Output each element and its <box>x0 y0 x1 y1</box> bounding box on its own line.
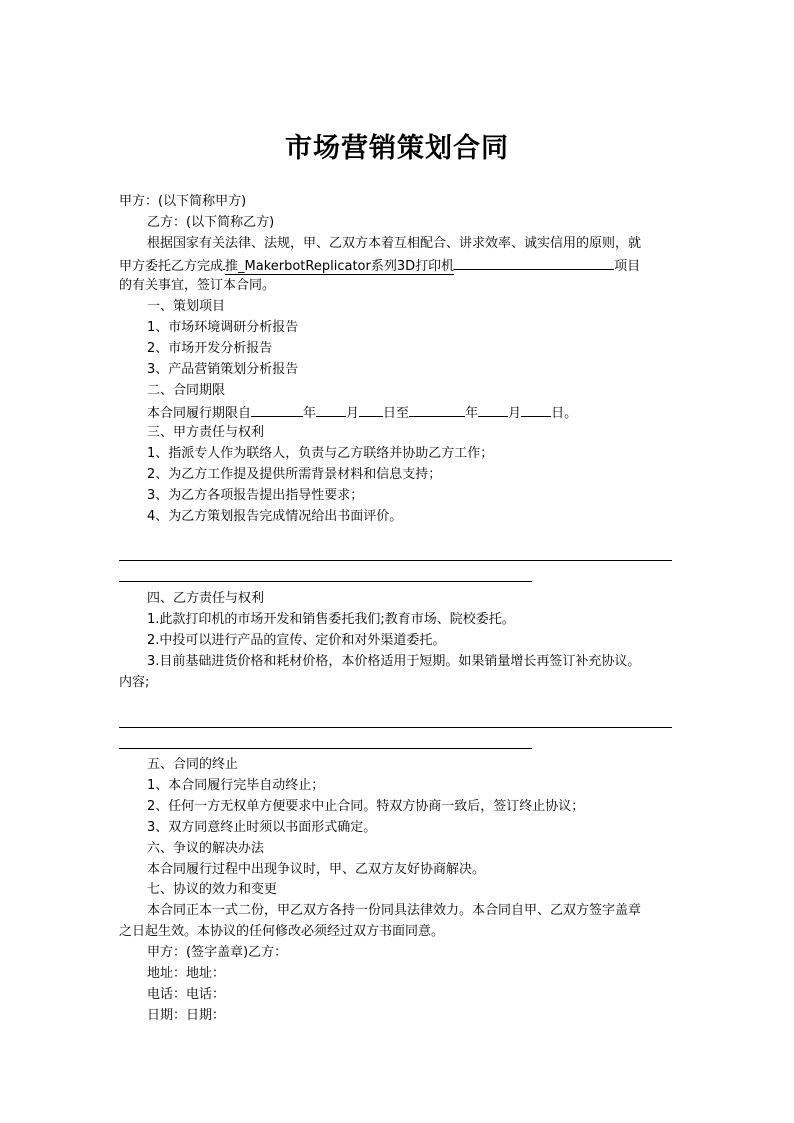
section-7-heading: 七、协议的效力和变更 <box>147 882 278 897</box>
blank-underline <box>316 402 346 417</box>
intro-line-3: 的有关事宜，签订本合同。 <box>119 278 276 293</box>
party-b-line: 乙方：(以下简称乙方) <box>147 215 275 230</box>
section-1-heading: 一、策划项目 <box>147 299 226 314</box>
content-label: 内容; <box>119 675 150 690</box>
section-1-item: 1、市场环境调研分析报告 <box>147 320 299 335</box>
blank-underline <box>359 402 383 417</box>
section-3-item: 4、为乙方策划报告完成情况给出书面评价。 <box>147 509 403 524</box>
section-4-item: 1.此款打印机的市场开发和销售委托我们;教育市场、院校委托。 <box>147 612 515 627</box>
blank-line <box>119 748 532 749</box>
day-end-label: 日。 <box>551 406 578 421</box>
section-6-heading: 六、争议的解决办法 <box>147 841 265 856</box>
section-7-line-1: 本合同正本一式二份，甲乙双方各持一份同具法律效力。本合同自甲、乙双方签字盖章 <box>147 903 642 918</box>
section-4-heading: 四、乙方责任与权利 <box>147 591 265 606</box>
blank-underline <box>409 402 465 417</box>
signature-phone: 电话：电话： <box>147 987 226 1002</box>
day-to-label: 日至 <box>383 406 410 421</box>
section-4-item: 2.中投可以进行产品的宣传、定价和对外渠道委托。 <box>147 633 446 648</box>
section-1-item: 2、市场开发分析报告 <box>147 341 273 356</box>
blank-underline <box>478 402 508 417</box>
blank-line <box>119 581 532 582</box>
signature-address: 地址：地址： <box>147 966 226 981</box>
section-3-item: 1、指派专人作为联络人，负责与乙方联络并协助乙方工作； <box>147 446 494 461</box>
month-label: 月 <box>346 406 360 421</box>
document-title: 市场营销策划合同 <box>285 133 509 164</box>
project-name: 推_MakerbotReplicator系列3D打印机 <box>225 259 455 274</box>
section-1-item: 3、产品营销策划分析报告 <box>147 362 299 377</box>
party-a-line: 甲方：(以下简称甲方) <box>119 194 247 209</box>
intro-line-2-end: 项目 <box>614 259 641 274</box>
blank-underline <box>521 402 551 417</box>
section-3-heading: 三、甲方责任与权利 <box>147 425 265 440</box>
section-5-item: 3、双方同意终止时须以书面形式确定。 <box>147 820 377 835</box>
section-3-item: 3、为乙方各项报告提出指导性要求； <box>147 488 364 503</box>
year-label: 年 <box>465 406 479 421</box>
month-label: 月 <box>508 406 522 421</box>
intro-line-2 <box>119 255 640 277</box>
term-start-label: 本合同履行期限自 <box>147 406 252 421</box>
year-label: 年 <box>303 406 317 421</box>
blank-underline <box>251 402 303 417</box>
blank-line <box>119 727 672 728</box>
intro-line-2-start: 甲方委托乙方完成 <box>119 259 224 274</box>
blank-line <box>119 560 672 561</box>
section-2-heading: 二、合同期限 <box>147 383 226 398</box>
section-4-item: 3.目前基础进货价格和耗材价格，本价格适用于短期。如果销量增长再签订补充协议。 <box>147 654 641 669</box>
signature-parties: 甲方：(签字盖章)乙方： <box>147 945 288 960</box>
section-3-item: 2、为乙方工作提及提供所需背景材料和信息支持； <box>147 467 442 482</box>
section-6-text: 本合同履行过程中出现争议时，甲、乙双方友好协商解决。 <box>147 862 486 877</box>
section-5-item: 1、本合同履行完毕自动终止； <box>147 778 325 793</box>
intro-line-1: 根据国家有关法律、法规，甲、乙双方本着互相配合、讲求效率、诚实信用的原则，就 <box>147 236 642 251</box>
section-5-item: 2、任何一方无权单方便要求中止合同。特双方协商一致后，签订终止协议； <box>147 799 585 814</box>
contract-term-line <box>147 402 577 424</box>
section-5-heading: 五、合同的终止 <box>147 757 239 772</box>
section-7-line-2: 之日起生效。本协议的任何修改必须经过双方书面同意。 <box>119 924 445 939</box>
signature-date: 日期：日期： <box>147 1008 226 1023</box>
blank-underline <box>454 255 614 270</box>
